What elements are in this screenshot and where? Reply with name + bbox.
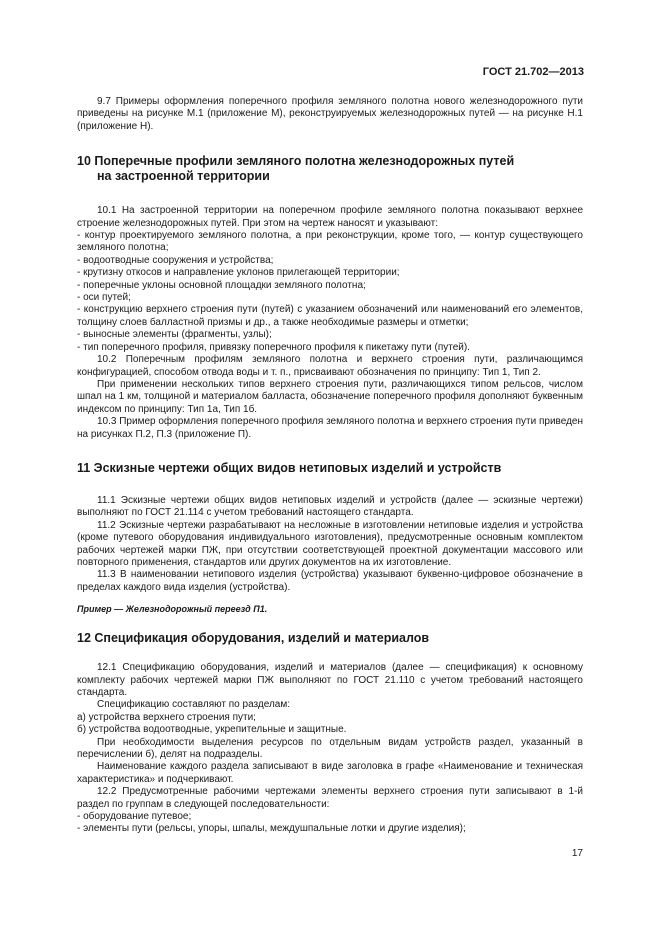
paragraph-11-2: 11.2 Эскизные чертежи разрабатывают на несложные в изготовлении нетиповые изделия и устройства (кроме путевого оборудования индивидуального изготовления), предусмотренные основным комплектом рабочих чертежей марки ПЖ, при отсутствии соответствующей проектной документации массового или повторного применения, стандартов или других документов на их изготовление. [77,519,583,568]
paragraph-10-2-cont: При применении нескольких типов верхнего строения пути, различающихся типом рельсов, числом шпал на 1 км, толщиной и материалом балласта, обозначение поперечного профиля дополняют буквенным индексом по принципу: Тип 1а, Тип 1б. [77,378,583,415]
paragraph-9-7: 9.7 Примеры оформления поперечного профиля земляного полотна нового железнодорожного пути приведены на рисунке М.1 (приложение М), реконструируемых железнодорожных путей — на рисунке Н.1 (приложение Н). [77,96,583,132]
list-item: - поперечные уклоны основной площадки земляного полотна; [77,279,366,291]
list-item: - тип поперечного профиля, привязку поперечного профиля к пикетажу пути (путей). [77,341,470,353]
list-item: - элементы пути (рельсы, упоры, шпалы, междушпальные лотки и другие изделия); [77,823,466,835]
paragraph-10-3: 10.3 Пример оформления поперечного профиля земляного полотна и верхнего строения пути приведен на рисунках П.2, П.3 (приложение П). [77,416,583,440]
paragraph-10-1: 10.1 На застроенной территории на поперечном профиле земляного полотна показывают верхнее строение железнодорожных путей. При этом на чертеж наносят и указывают: [77,205,583,229]
paragraph-11-1: 11.1 Эскизные чертежи общих видов нетиповых изделий и устройств (далее — эскизные чертежи) выполняют по ГОСТ 21.114 с учетом требований настоящего стандарта. [77,494,583,519]
section-10-title-line1: 10 Поперечные профили земляного полотна железнодорожных путей [77,154,515,169]
paragraph-12-1-sections: Спецификацию составляют по разделам: [97,699,290,711]
paragraph-12-1-naming: Наименование каждого раздела записывают в виде заголовка в графе «Наименование и техническая характеристика» и подчеркивают. [77,761,583,785]
list-item: - оси путей; [77,292,131,304]
page-content [77,96,583,836]
paragraph-12-1-resources: При необходимости выделения ресурсов по отдельным видам устройств раздел, указанный в перечислении б), делят на подразделы. [77,736,583,761]
paragraph-11-3: 11.3 В наименовании нетипового изделия (устройства) указывают буквенно-цифровое обозначение в пределах каждого вида изделия (устройства). [77,569,583,593]
paragraph-12-1: 12.1 Спецификацию оборудования, изделий и материалов (далее — спецификация) к основному комплекту рабочих чертежей марки ПЖ выполняют по ГОСТ 21.110 с учетом требований настоящего стандарта. [77,662,583,698]
list-item: - оборудование путевое; [77,811,192,823]
paragraph-12-2: 12.2 Предусмотренные рабочими чертежами элементы верхнего строения пути записывают в 1-й раздел по группам в следующей последовательности: [77,786,583,810]
list-item-b: б) устройства водоотводные, укрепительные и защитные. [77,724,347,736]
paragraph-10-2: 10.2 Поперечным профилям земляного полотна и верхнего строения пути, различающимся конфигурацией, способом отвода воды и т. п., присваивают обозначения по принципу: Тип 1, Тип 2. [77,354,583,378]
page-number: 17 [571,848,583,859]
section-10-title-line2: на застроенной территории [97,169,270,184]
list-item-a: а) устройства верхнего строения пути; [77,711,256,723]
document-code: ГОСТ 21.702—2013 [482,66,584,78]
list-item: - крутизну откосов и направление уклонов прилегающей территории; [77,267,400,279]
list-item: - выносные элементы (фрагменты, узлы); [77,329,272,341]
section-11-title: 11 Эскизные чертежи общих видов нетиповых изделий и устройств [77,460,502,475]
section-12-title: 12 Спецификация оборудования, изделий и материалов [77,631,430,646]
list-item: - конструкцию верхнего строения пути (путей) с указанием обозначений или наименований его элементов, толщину слоев балластной призмы и др., а также необходимые размеры и отметки; [77,304,583,328]
list-item: - водоотводные сооружения и устройства; [77,254,274,266]
example-text: Пример — Железнодорожный переезд П1. [77,604,268,615]
list-item: - контур проектируемого земляного полотна, а при реконструкции, кроме того, — контур существующего земляного полотна; [77,230,583,254]
